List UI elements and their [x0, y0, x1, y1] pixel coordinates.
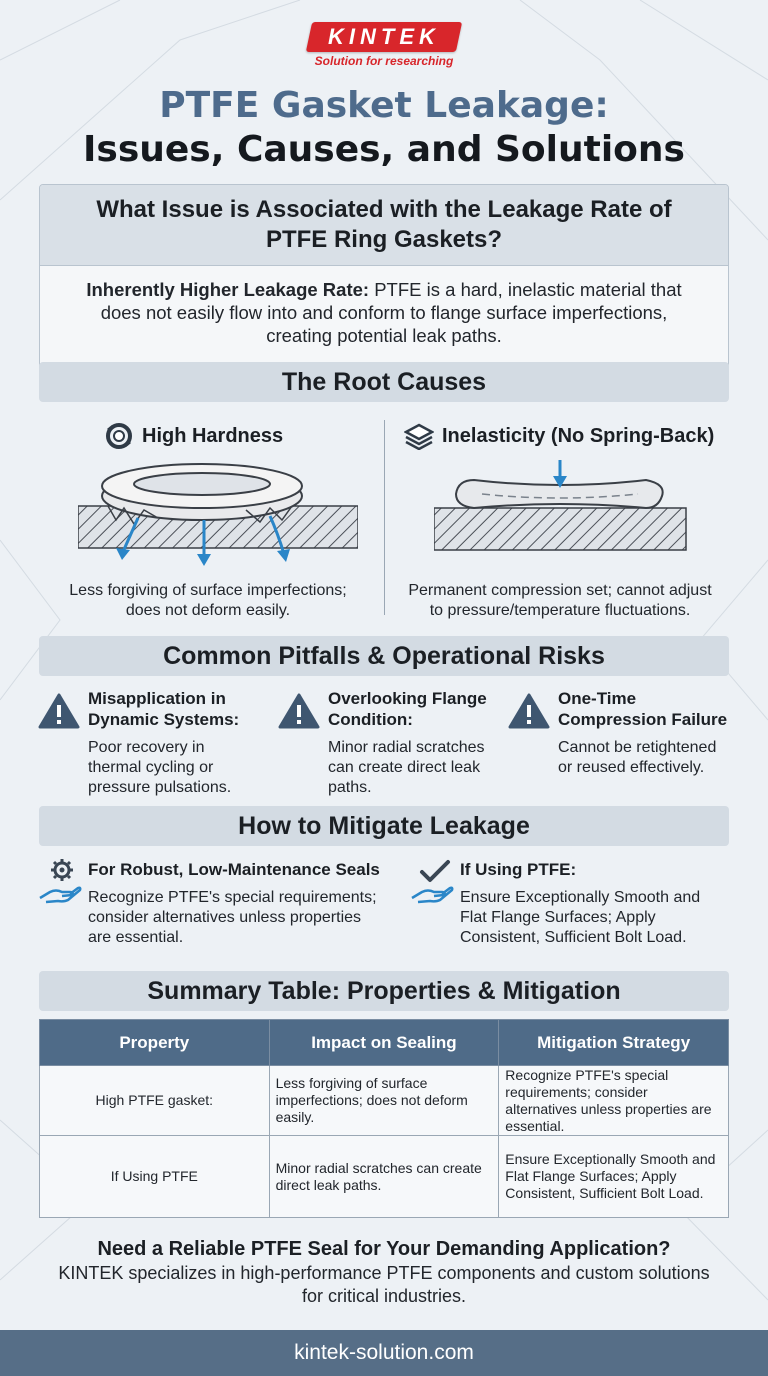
logo-brand-text: KINTEK [328, 24, 440, 49]
page-title [0, 84, 768, 172]
table-row [40, 1066, 729, 1136]
table-cell: Ensure Exceptionally Smooth and Flat Flange Surfaces; Apply Consistent, Sufficient Bolt Load. [499, 1136, 729, 1218]
mitigate-heading: How to Mitigate Leakage [39, 806, 729, 846]
warning-icon [278, 692, 320, 730]
logo-tagline: Solution for researching [314, 54, 454, 68]
inelasticity-label: Inelasticity (No Spring-Back) [442, 424, 715, 447]
pitfalls-heading: Common Pitfalls & Operational Risks [39, 636, 729, 676]
column-header: Impact on Sealing [269, 1020, 499, 1066]
hardness-icon [104, 422, 134, 450]
question-box [39, 184, 729, 368]
column-header: Property [40, 1020, 270, 1066]
warning-icon [508, 692, 550, 730]
high-hardness-title [104, 422, 283, 450]
table-cell: Recognize PTFE's special requirements; consider alternatives unless properties are essential. [499, 1066, 729, 1136]
answer-text: PTFE is a hard, inelastic material that does not easily flow into and conform to flange surface imperfections, creating potential leak paths. [100, 279, 682, 346]
gear-hand-icon [38, 858, 82, 904]
inelasticity-gasket-illustration [434, 458, 689, 552]
page-title-line1: PTFE Gasket Leakage: [159, 85, 609, 126]
cta-text: KINTEK specializes in high-performance PTFE components and custom solutions for critical industries. [58, 1263, 710, 1306]
pitfall-text: Minor radial scratches can create direct leak paths. [328, 739, 485, 796]
call-to-action [0, 1236, 768, 1308]
table-cell: Minor radial scratches can create direct leak paths. [269, 1136, 499, 1218]
hardness-gasket-illustration [78, 458, 358, 572]
summary-table [39, 1019, 729, 1218]
pitfall-title: One-Time Compression Failure [558, 689, 728, 729]
column-header: Mitigation Strategy [499, 1020, 729, 1066]
pitfall-text: Poor recovery in thermal cycling or pressure pulsations. [88, 739, 232, 796]
table-row [40, 1136, 729, 1218]
brand-logo[interactable] [0, 22, 768, 68]
pitfall-title: Misapplication in Dynamic Systems: [88, 689, 240, 729]
footer-website-link[interactable]: kintek-solution.com [0, 1330, 768, 1376]
pitfall-text: Cannot be retightened or reused effectively. [558, 739, 717, 776]
pitfall-title: Overlooking Flange Condition: [328, 689, 487, 729]
logo-badge [306, 22, 462, 52]
page-title-line2: Issues, Causes, and Solutions [83, 129, 685, 170]
root-causes-heading: The Root Causes [39, 362, 729, 402]
layers-icon [404, 422, 434, 450]
high-hardness-label: High Hardness [142, 424, 284, 447]
table-cell: If Using PTFE [40, 1136, 270, 1218]
inelasticity-caption: Permanent compression set; cannot adjust to pressure/temperature fluctuations. [408, 582, 712, 619]
mitigation-text: Recognize PTFE's special requirements; consider alternatives unless properties are essential. [88, 889, 377, 946]
table-cell: Less forgiving of surface imperfections; does not deform easily. [269, 1066, 499, 1136]
mitigation-title: If Using PTFE: [460, 860, 577, 879]
hardness-caption: Less forgiving of surface imperfections; does not deform easily. [69, 582, 347, 619]
question-answer [40, 266, 728, 359]
check-hand-icon [410, 858, 454, 904]
inelasticity-title [404, 422, 714, 450]
mitigation-title: For Robust, Low-Maintenance Seals [88, 860, 380, 879]
table-header-row [40, 1020, 729, 1066]
column-divider [384, 420, 385, 615]
table-cell: High PTFE gasket: [40, 1066, 270, 1136]
summary-table-heading: Summary Table: Properties & Mitigation [39, 971, 729, 1011]
warning-icon [38, 692, 80, 730]
mitigation-text: Ensure Exceptionally Smooth and Flat Flange Surfaces; Apply Consistent, Sufficient Bolt Load. [460, 889, 701, 946]
cta-heading: Need a Reliable PTFE Seal for Your Demanding Application? [97, 1238, 671, 1260]
answer-lead: Inherently Higher Leakage Rate: [86, 279, 370, 300]
question-heading: What Issue is Associated with the Leakage Rate of PTFE Ring Gaskets? [40, 185, 728, 266]
